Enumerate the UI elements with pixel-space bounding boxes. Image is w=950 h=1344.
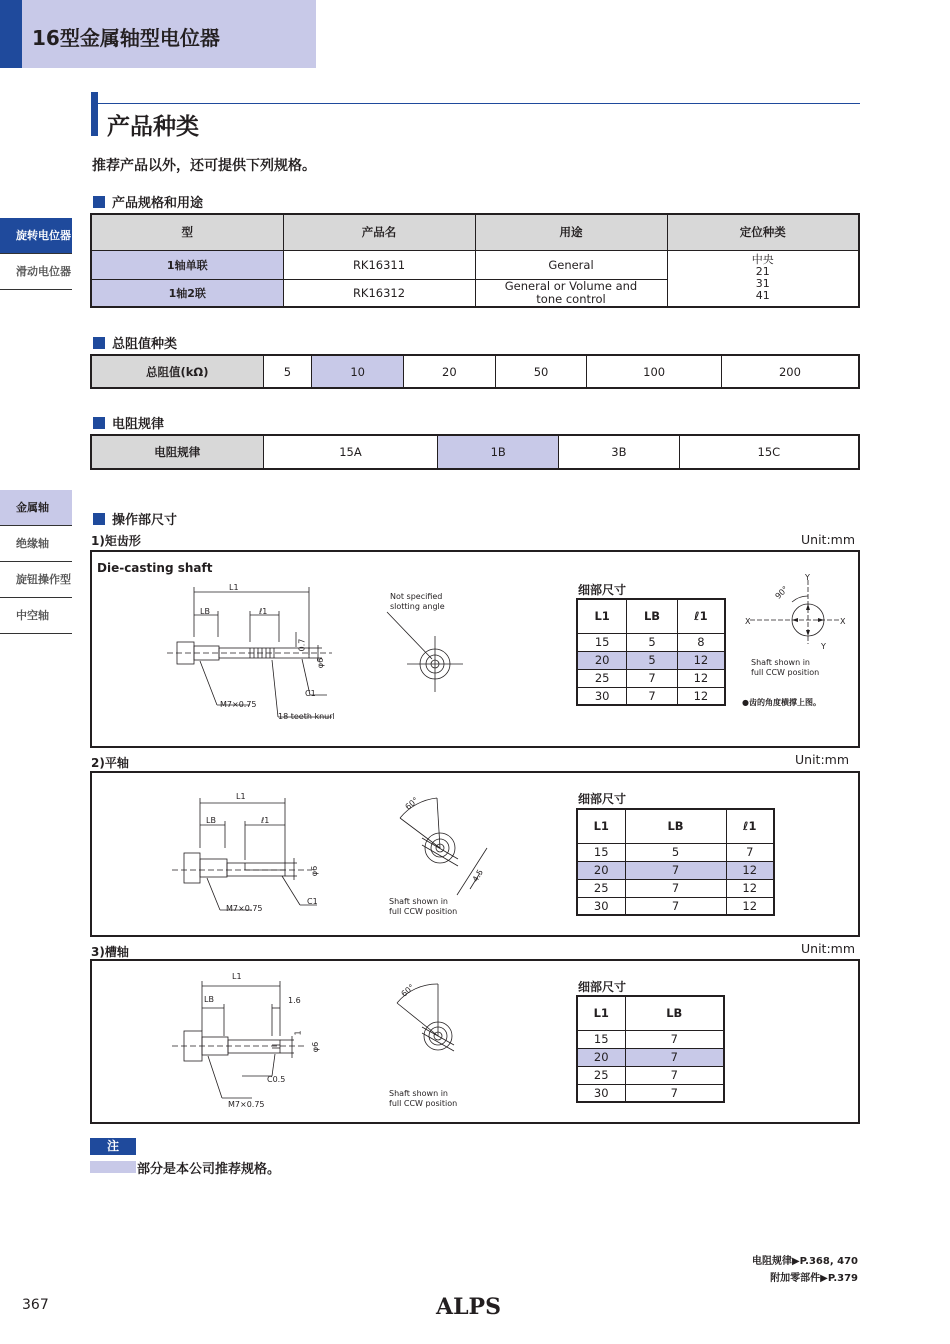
alps-logo: ALPS bbox=[436, 1294, 501, 1320]
col-header: LB bbox=[627, 599, 678, 633]
table-cell: 5 bbox=[627, 651, 678, 669]
table-cell: 15 bbox=[577, 1030, 625, 1048]
section-title: 产品种类 bbox=[107, 114, 199, 140]
dim-phi6: φ6 bbox=[316, 657, 326, 669]
page-title: 16型金属轴型电位器 bbox=[32, 26, 220, 50]
table-cell: 15C bbox=[679, 435, 859, 469]
table-cell: 200 bbox=[721, 355, 859, 388]
table-cell: 20 bbox=[404, 355, 496, 388]
taper-heading bbox=[93, 413, 164, 432]
page-number: 367 bbox=[22, 1297, 49, 1313]
table-cell: 7 bbox=[625, 879, 726, 897]
detail-title: 细部尺寸 bbox=[578, 583, 627, 597]
shaft-2-panel bbox=[90, 771, 860, 937]
table-cell: 12 bbox=[677, 651, 725, 669]
table-cell: 30 bbox=[577, 1084, 625, 1102]
dim-m7: M7×0.75 bbox=[226, 904, 263, 913]
dim-c1: C1 bbox=[307, 897, 318, 906]
header-accent-bar bbox=[0, 0, 22, 68]
shaft-3-panel bbox=[90, 959, 860, 1124]
table-cell: 15 bbox=[577, 843, 625, 861]
table-cell: 20 bbox=[577, 1048, 625, 1066]
table-cell: 50 bbox=[495, 355, 587, 388]
table-cell: 7 bbox=[627, 687, 678, 705]
table-cell: 30 bbox=[577, 687, 627, 705]
dim-07: 0.7 bbox=[297, 638, 307, 652]
table-cell: 7 bbox=[625, 897, 726, 915]
bullet-square-icon bbox=[93, 337, 105, 349]
dim-l1: L1 bbox=[229, 583, 239, 592]
col-header: ℓ1 bbox=[677, 599, 725, 633]
taper-heading-text: 电阻规律 bbox=[112, 417, 165, 432]
knurl-note: ●齿的角度横撑上图。 bbox=[742, 698, 821, 707]
resistance-table bbox=[90, 354, 860, 389]
angle-60: 60° bbox=[403, 795, 421, 812]
shaft-3-detail-table bbox=[576, 995, 725, 1103]
sidenav-item-rotary[interactable]: 旋转电位器 bbox=[0, 218, 72, 254]
table-cell: 7 bbox=[625, 1066, 724, 1084]
axis-x-right: X bbox=[840, 617, 846, 626]
table-cell: 7 bbox=[625, 861, 726, 879]
dim-45: 4.5 bbox=[470, 867, 486, 884]
table-cell: 20 bbox=[577, 861, 625, 879]
detent-value: 31 bbox=[755, 277, 770, 291]
shaft-1-panel bbox=[90, 550, 860, 748]
section-rule bbox=[98, 103, 860, 104]
table-cell: RK16312 bbox=[283, 279, 475, 307]
dim-c05: C0.5 bbox=[267, 1075, 286, 1084]
sidenav-item-knob-type[interactable]: 旋钮操作型 bbox=[0, 562, 72, 598]
not-specified-text: Not specified bbox=[390, 592, 443, 601]
row-label: 电阻规律 bbox=[91, 435, 263, 469]
detent-value: 41 bbox=[755, 289, 770, 303]
shaft-ccw-text: Shaft shown in bbox=[389, 1089, 448, 1098]
shaft-2-detail-table bbox=[576, 808, 775, 916]
resistance-heading-text: 总阻值种类 bbox=[112, 337, 178, 352]
table-cell: 5 bbox=[263, 355, 312, 388]
table-cell: 12 bbox=[726, 861, 774, 879]
shaft-ccw-text-2: full CCW position bbox=[751, 668, 820, 677]
shaft-ccw-text-2: full CCW position bbox=[389, 907, 458, 916]
xy-axis-diagram bbox=[740, 572, 852, 652]
col-header: L1 bbox=[577, 599, 627, 633]
table-cell: 7 bbox=[627, 669, 678, 687]
dim-el1: ℓ1 bbox=[261, 816, 270, 825]
dim-16: 1.6 bbox=[288, 996, 301, 1005]
table-cell: 5 bbox=[627, 633, 678, 651]
table-cell: 7 bbox=[625, 1084, 724, 1102]
unit-label: Unit:mm bbox=[801, 532, 856, 547]
section-accent-bar bbox=[91, 92, 98, 136]
table-cell: 10 bbox=[312, 355, 404, 388]
note-tag: 注 bbox=[90, 1138, 136, 1155]
dim-m7: M7×0.75 bbox=[220, 700, 257, 709]
dim-l1: L1 bbox=[236, 792, 246, 801]
table-cell: 3B bbox=[559, 435, 680, 469]
row-label: 总阻值(kΩ) bbox=[91, 355, 263, 388]
unit-label: Unit:mm bbox=[801, 941, 856, 956]
bullet-square-icon bbox=[93, 513, 105, 525]
ops-heading-text: 操作部尺寸 bbox=[112, 513, 178, 528]
angle-60: 60° bbox=[399, 982, 417, 999]
col-header-type: 型 bbox=[91, 214, 283, 250]
table-cell: 7 bbox=[625, 1030, 724, 1048]
detent-cell bbox=[667, 250, 859, 307]
dim-1: 1 bbox=[293, 1030, 303, 1036]
bullet-square-icon bbox=[93, 196, 105, 208]
dim-m7: M7×0.75 bbox=[228, 1100, 265, 1109]
dim-l1: L1 bbox=[232, 972, 242, 981]
dim-el1: ℓ1 bbox=[259, 607, 268, 616]
sidenav-item-metal-shaft[interactable]: 金属轴 bbox=[0, 490, 72, 526]
table-cell: 12 bbox=[726, 897, 774, 915]
axis-y-bottom: Y bbox=[821, 642, 826, 651]
col-header-detent: 定位种类 bbox=[667, 214, 859, 250]
detent-value: 21 bbox=[755, 265, 770, 279]
dim-c1: C1 bbox=[305, 689, 316, 698]
shaft-2-drawing bbox=[172, 788, 372, 923]
table-cell: 25 bbox=[577, 879, 625, 897]
table-cell: RK16311 bbox=[283, 250, 475, 279]
col-header: ℓ1 bbox=[726, 809, 774, 843]
detent-value: 中央 bbox=[751, 253, 774, 267]
angle-90: 90° bbox=[773, 584, 790, 601]
col-header: LB bbox=[625, 996, 724, 1030]
dim-lb: LB bbox=[204, 995, 214, 1004]
dim-knurl: 18 teeth knurl bbox=[278, 712, 335, 721]
table-cell: 15A bbox=[263, 435, 438, 469]
note-text: 部分是本公司推荐规格。 bbox=[137, 1162, 281, 1177]
table-cell: 12 bbox=[677, 687, 725, 705]
table-cell: 1轴2联 bbox=[91, 279, 283, 307]
col-header-use: 用途 bbox=[475, 214, 667, 250]
slotting-angle-text: slotting angle bbox=[390, 602, 445, 611]
sidenav-item-slide[interactable]: 滑动电位器 bbox=[0, 254, 72, 290]
col-header: LB bbox=[625, 809, 726, 843]
spec-heading-text: 产品规格和用途 bbox=[112, 196, 204, 211]
table-cell: 1轴单联 bbox=[91, 250, 283, 279]
detail-title: 细部尺寸 bbox=[578, 792, 627, 806]
dim-phi6: φ6 bbox=[311, 1041, 321, 1053]
table-cell: 8 bbox=[677, 633, 725, 651]
spec-heading bbox=[93, 192, 203, 211]
dim-phi6: φ6 bbox=[310, 865, 320, 877]
shaft-3-label: 3)槽轴 bbox=[91, 945, 129, 959]
shaft-1-front-view bbox=[377, 607, 467, 697]
col-header: L1 bbox=[577, 809, 625, 843]
axis-x-left: X bbox=[745, 617, 751, 626]
shaft-1-drawing bbox=[162, 577, 362, 727]
table-cell: 1B bbox=[438, 435, 559, 469]
table-cell: 15 bbox=[577, 633, 627, 651]
shaft-1-label: 1)矩齿形 bbox=[91, 534, 141, 548]
bullet-square-icon bbox=[93, 417, 105, 429]
reference-link-accessories[interactable]: 附加零部件▶P.379 bbox=[770, 1273, 858, 1284]
table-cell: 25 bbox=[577, 669, 627, 687]
table-cell: 100 bbox=[587, 355, 722, 388]
taper-table bbox=[90, 434, 860, 470]
table-cell: 12 bbox=[726, 879, 774, 897]
shaft-ccw-text-2: full CCW position bbox=[389, 1099, 458, 1108]
sidenav-item-hollow-shaft[interactable]: 中空轴 bbox=[0, 598, 72, 634]
resistance-heading bbox=[93, 333, 177, 352]
shaft-1-detail-table bbox=[576, 598, 726, 706]
table-cell: 5 bbox=[625, 843, 726, 861]
dim-lb: LB bbox=[200, 607, 210, 616]
shaft-ccw-text: Shaft shown in bbox=[751, 658, 810, 667]
shaft-3-drawing bbox=[172, 976, 372, 1111]
col-header: L1 bbox=[577, 996, 625, 1030]
table-cell: 12 bbox=[677, 669, 725, 687]
table-cell: 7 bbox=[625, 1048, 724, 1066]
dim-lb: LB bbox=[206, 816, 216, 825]
col-header-name: 产品名 bbox=[283, 214, 475, 250]
shaft-1-name: Die-casting shaft bbox=[97, 561, 213, 575]
unit-label: Unit:mm bbox=[795, 752, 850, 767]
table-cell: 7 bbox=[726, 843, 774, 861]
shaft-ccw-text: Shaft shown in bbox=[389, 897, 448, 906]
reference-link-taper[interactable]: 电阻规律▶P.368, 470 bbox=[751, 1256, 858, 1267]
table-cell: General or Volume and tone control bbox=[475, 279, 667, 307]
table-cell: 25 bbox=[577, 1066, 625, 1084]
axis-y-top: Y bbox=[805, 573, 810, 582]
note-highlight-swatch bbox=[90, 1161, 136, 1173]
shaft-2-label: 2)平轴 bbox=[91, 756, 129, 770]
sidenav-item-insulated-shaft[interactable]: 绝缘轴 bbox=[0, 526, 72, 562]
detail-title: 细部尺寸 bbox=[578, 980, 627, 994]
table-cell: 20 bbox=[577, 651, 627, 669]
intro-text: 推荐产品以外，还可提供下列规格。 bbox=[92, 158, 316, 174]
table-cell: 30 bbox=[577, 897, 625, 915]
table-cell: General bbox=[475, 250, 667, 279]
ops-heading bbox=[93, 509, 177, 528]
spec-table bbox=[90, 213, 860, 308]
